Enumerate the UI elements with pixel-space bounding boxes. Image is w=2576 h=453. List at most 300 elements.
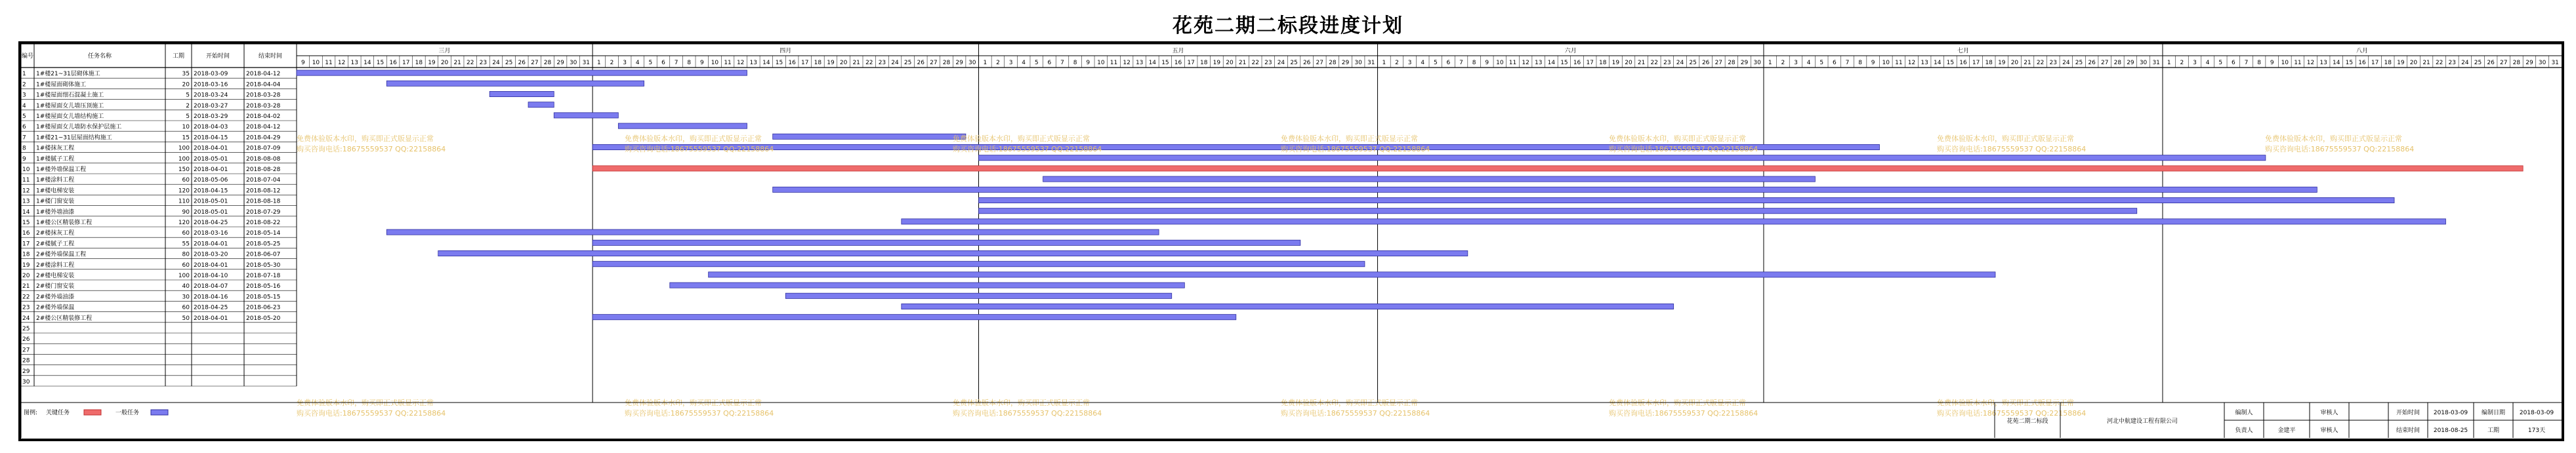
task-name: 2#楼外墙油漆 (36, 294, 75, 301)
day-label: 29 (556, 60, 564, 66)
day-label: 15 (1161, 60, 1169, 66)
day-label: 24 (891, 60, 899, 66)
task-start: 2018-03-27 (194, 102, 228, 109)
task-duration: 60 (182, 304, 190, 311)
day-label: 5 (648, 60, 653, 66)
task-duration: 120 (178, 220, 190, 226)
footer-responsible-label: 负责人 (2235, 427, 2253, 434)
task-duration: 110 (178, 198, 190, 205)
day-label: 11 (1110, 60, 1118, 66)
task-duration: 60 (182, 262, 190, 269)
row-number: 27 (22, 347, 30, 354)
day-label: 15 (1560, 60, 1568, 66)
day-label: 14 (2333, 60, 2340, 66)
task-end: 2018-06-23 (246, 304, 281, 311)
task-name: 1#楼屋面女儿墙结构施工 (36, 113, 104, 120)
task-end: 2018-08-28 (246, 167, 281, 173)
day-label: 10 (1097, 60, 1105, 66)
day-label: 16 (1174, 60, 1182, 66)
day-label: 6 (1047, 60, 1052, 66)
watermark-text: 免费体验版本水印，购买即正式版显示正常 (1937, 399, 2074, 407)
task-bar (773, 187, 2317, 192)
row-number: 16 (22, 230, 30, 237)
task-start: 2018-05-01 (194, 155, 228, 163)
day-label: 18 (1200, 60, 1208, 66)
watermark-text: 免费体验版本水印，购买即正式版显示正常 (297, 134, 434, 143)
footer-duration-label: 工期 (2487, 427, 2500, 434)
watermark-text: 购买咨询电话:18675559537 QQ:22158864 (297, 145, 446, 153)
day-label: 17 (402, 60, 410, 66)
task-end: 2018-04-04 (246, 81, 281, 89)
task-end: 2018-04-29 (246, 134, 281, 142)
day-label: 9 (699, 60, 704, 66)
watermark-text: 购买咨询电话:18675559537 QQ:22158864 (1937, 409, 2087, 418)
task-bar (592, 262, 1365, 267)
task-bar (709, 272, 1995, 277)
day-label: 15 (775, 60, 783, 66)
task-name: 1#楼电梯安装 (36, 187, 75, 195)
task-name: 1#楼涂料工程 (36, 177, 75, 184)
task-duration: 10 (182, 124, 190, 131)
task-bar (979, 197, 2395, 203)
day-label: 28 (543, 60, 552, 66)
day-label: 2 (1781, 60, 1785, 66)
row-number: 18 (22, 251, 30, 258)
row-number: 8 (22, 145, 26, 152)
watermark-text: 免费体验版本水印，购买即正式版显示正常 (1281, 399, 1418, 407)
task-name: 1#楼屋面女儿墙防水保护层施工 (36, 124, 122, 131)
day-label: 23 (1663, 60, 1671, 66)
task-duration: 40 (182, 283, 190, 290)
task-duration: 20 (182, 81, 190, 89)
day-label: 7 (1845, 60, 1850, 66)
task-name: 1#楼屋面砌体施工 (36, 81, 87, 89)
day-label: 13 (350, 60, 358, 66)
row-number: 3 (22, 92, 26, 99)
day-label: 13 (1534, 60, 1543, 66)
day-label: 30 (1354, 60, 1362, 66)
day-label: 29 (1740, 60, 1749, 66)
day-label: 5 (1819, 60, 1824, 66)
day-label: 14 (762, 60, 770, 66)
task-start: 2018-04-16 (194, 294, 228, 301)
day-label: 6 (661, 60, 665, 66)
day-label: 24 (2062, 60, 2070, 66)
day-label: 13 (2319, 60, 2327, 66)
task-duration: 55 (182, 241, 190, 248)
task-bar (1043, 176, 1816, 182)
day-label: 9 (1086, 60, 1091, 66)
day-label: 25 (1689, 60, 1697, 66)
day-label: 21 (2422, 60, 2430, 66)
task-bar (785, 293, 1171, 298)
day-label: 26 (1701, 60, 1710, 66)
task-end: 2018-07-29 (246, 208, 281, 216)
watermark-text: 免费体验版本水印，购买即正式版显示正常 (1281, 134, 1418, 143)
day-label: 20 (2010, 60, 2019, 66)
task-start: 2018-04-01 (194, 241, 228, 248)
day-label: 30 (2538, 60, 2546, 66)
day-label: 17 (1187, 60, 1195, 66)
watermark-text: 免费体验版本水印，购买即正式版显示正常 (1609, 134, 1746, 143)
day-label: 24 (492, 60, 500, 66)
task-name: 2#楼门窗安装 (36, 283, 75, 290)
day-label: 7 (1459, 60, 1463, 66)
task-duration: 60 (182, 177, 190, 184)
task-end: 2018-08-08 (246, 155, 281, 163)
day-label: 27 (531, 60, 539, 66)
day-label: 2 (1395, 60, 1399, 66)
day-label: 30 (968, 60, 976, 66)
day-label: 9 (1485, 60, 1489, 66)
day-label: 8 (1472, 60, 1476, 66)
day-label: 31 (582, 60, 591, 66)
task-duration: 5 (186, 113, 190, 120)
day-label: 31 (1367, 60, 1375, 66)
task-start: 2018-05-01 (194, 208, 228, 216)
footer-date-label: 编制日期 (2481, 410, 2506, 416)
day-label: 28 (2512, 60, 2521, 66)
day-label: 13 (1921, 60, 1928, 66)
day-label: 5 (1433, 60, 1438, 66)
day-label: 18 (814, 60, 822, 66)
day-label: 12 (1123, 60, 1131, 66)
task-start: 2018-04-15 (194, 187, 228, 195)
task-name: 2#楼腻子工程 (36, 241, 75, 248)
task-name: 1#楼抹灰工程 (36, 145, 75, 152)
day-label: 21 (2024, 60, 2031, 66)
row-number: 15 (22, 220, 30, 226)
day-label: 5 (1034, 60, 1039, 66)
task-bar (438, 250, 1468, 256)
day-label: 2 (610, 60, 614, 66)
task-duration: 90 (182, 208, 190, 216)
month-label: 四月 (779, 48, 792, 54)
day-label: 9 (1871, 60, 1875, 66)
footer-project: 花苑二期二标段 (2006, 418, 2048, 425)
task-duration: 80 (182, 251, 190, 258)
day-label: 25 (2474, 60, 2482, 66)
day-label: 16 (2358, 60, 2366, 66)
watermark-text: 免费体验版本水印，购买即正式版显示正常 (297, 399, 434, 407)
footer-duration-value: 173天 (2527, 427, 2546, 434)
month-label: 七月 (1957, 48, 1969, 54)
day-label: 21 (1637, 60, 1646, 66)
day-label: 27 (1316, 60, 1324, 66)
day-label: 17 (801, 60, 809, 66)
row-number: 30 (22, 379, 30, 385)
day-label: 7 (1060, 60, 1064, 66)
day-label: 18 (1599, 60, 1607, 66)
footer-responsible-value: 金建平 (2277, 427, 2296, 434)
task-bar (297, 70, 747, 75)
table-header-duration: 工期 (172, 53, 185, 60)
day-label: 9 (2270, 60, 2274, 66)
day-label: 3 (2193, 60, 2197, 66)
day-label: 1 (2167, 60, 2171, 66)
month-label: 八月 (2356, 48, 2368, 54)
day-label: 8 (2257, 60, 2261, 66)
day-label: 25 (2075, 60, 2083, 66)
task-start: 2018-03-16 (194, 230, 228, 237)
day-label: 12 (2306, 60, 2315, 66)
day-label: 23 (878, 60, 886, 66)
watermark-text: 购买咨询电话:18675559537 QQ:22158864 (1609, 409, 1758, 418)
day-label: 11 (2294, 60, 2302, 66)
day-label: 1 (1768, 60, 1772, 66)
watermark-text: 免费体验版本水印，购买即正式版显示正常 (953, 134, 1090, 143)
task-end: 2018-05-20 (246, 315, 281, 322)
task-bar (528, 102, 554, 108)
footer-compiled-label: 编制人 (2235, 410, 2253, 416)
day-label: 20 (2409, 60, 2418, 66)
task-duration: 60 (182, 230, 190, 237)
legend-normal-swatch (151, 410, 168, 415)
task-end: 2018-04-12 (246, 124, 281, 131)
day-label: 26 (1302, 60, 1311, 66)
watermark-text: 购买咨询电话:18675559537 QQ:22158864 (625, 145, 774, 153)
day-label: 27 (1714, 60, 1723, 66)
day-label: 3 (1008, 60, 1013, 66)
day-label: 22 (1251, 60, 1259, 66)
task-name: 2#楼外墙保温 (36, 304, 75, 311)
day-label: 19 (1213, 60, 1221, 66)
task-start: 2018-03-20 (194, 251, 228, 258)
task-duration: 35 (182, 71, 190, 78)
day-label: 4 (1806, 60, 1811, 66)
task-bar (592, 166, 2523, 171)
day-label: 12 (337, 60, 346, 66)
footer-approver-label: 审核人 (2320, 427, 2338, 434)
day-label: 28 (2113, 60, 2122, 66)
task-name: 2#楼电梯安装 (36, 273, 75, 279)
day-label: 4 (635, 60, 640, 66)
day-label: 4 (1022, 60, 1026, 66)
day-label: 20 (1625, 60, 1632, 66)
page-title: 花苑二期二标段进度计划 (1173, 14, 1403, 37)
day-label: 31 (2551, 60, 2559, 66)
footer-date-value: 2018-03-09 (2519, 410, 2554, 416)
table-header-no: 编号 (21, 53, 34, 60)
task-name: 1#楼外墙油漆 (36, 208, 75, 216)
day-label: 14 (364, 60, 371, 66)
day-label: 30 (569, 60, 577, 66)
row-number: 13 (22, 198, 30, 205)
day-label: 16 (1959, 60, 1967, 66)
day-label: 11 (1508, 60, 1517, 66)
task-start: 2018-03-16 (194, 81, 228, 89)
day-label: 24 (1277, 60, 1285, 66)
task-duration: 5 (186, 92, 190, 99)
day-label: 21 (453, 60, 461, 66)
day-label: 19 (2397, 60, 2405, 66)
day-label: 22 (2435, 60, 2443, 66)
legend-normal-label: 一般任务 (115, 410, 140, 416)
table-header-end: 结束时间 (258, 53, 283, 60)
table-header-name: 任务名称 (87, 53, 112, 60)
day-label: 10 (711, 60, 719, 66)
day-label: 22 (1650, 60, 1658, 66)
task-end: 2018-07-04 (246, 177, 281, 184)
footer-company: 河北中航建设工程有限公司 (2106, 418, 2178, 425)
day-label: 26 (2088, 60, 2096, 66)
day-label: 17 (2371, 60, 2379, 66)
task-end: 2018-08-18 (246, 198, 281, 205)
task-name: 2#楼抹灰工程 (36, 230, 75, 237)
day-label: 3 (623, 60, 627, 66)
table-header-start: 开始时间 (205, 53, 230, 60)
day-label: 29 (2127, 60, 2134, 66)
task-bar (386, 81, 644, 86)
task-start: 2018-05-06 (194, 177, 228, 184)
day-label: 15 (1946, 60, 1955, 66)
day-label: 10 (1496, 60, 1504, 66)
task-bar (902, 219, 2446, 224)
day-label: 15 (376, 60, 384, 66)
task-duration: 2 (186, 102, 190, 109)
task-name: 1#楼腻子工程 (36, 155, 75, 163)
day-label: 13 (1135, 60, 1144, 66)
day-label: 4 (1421, 60, 1425, 66)
day-label: 24 (1676, 60, 1684, 66)
day-label: 23 (2049, 60, 2057, 66)
watermark-text: 购买咨询电话:18675559537 QQ:22158864 (1281, 145, 1430, 153)
row-number: 29 (22, 368, 30, 375)
task-bar (670, 283, 1185, 288)
day-label: 21 (1238, 60, 1247, 66)
row-number: 19 (22, 262, 30, 269)
day-label: 26 (917, 60, 924, 66)
day-label: 24 (2461, 60, 2469, 66)
task-name: 1#楼公区精装修工程 (36, 220, 93, 226)
row-number: 1 (22, 71, 26, 78)
month-label: 五月 (1172, 48, 1184, 54)
day-label: 26 (518, 60, 526, 66)
row-number: 25 (22, 326, 30, 332)
day-label: 8 (1858, 60, 1862, 66)
day-label: 7 (674, 60, 678, 66)
task-bar (592, 315, 1236, 320)
task-end: 2018-04-12 (246, 71, 281, 78)
day-label: 18 (2384, 60, 2392, 66)
task-start: 2018-04-25 (194, 304, 228, 311)
row-number: 6 (22, 124, 26, 131)
day-label: 17 (1972, 60, 1980, 66)
watermark-text: 购买咨询电话:18675559537 QQ:22158864 (953, 145, 1102, 153)
row-number: 26 (22, 336, 30, 344)
legend-critical-swatch (84, 410, 101, 415)
task-name: 1#楼外墙保温工程 (36, 167, 87, 173)
watermark-text: 购买咨询电话:18675559537 QQ:22158864 (953, 409, 1102, 418)
day-label: 12 (736, 60, 745, 66)
task-name: 1#楼屋面女儿墙压顶施工 (36, 102, 104, 109)
task-duration: 150 (178, 167, 190, 173)
task-name: 1#楼门窗安装 (36, 198, 75, 205)
task-bar (489, 91, 554, 96)
watermark-text: 购买咨询电话:18675559537 QQ:22158864 (1609, 145, 1758, 153)
day-label: 1 (597, 60, 601, 66)
task-end: 2018-07-09 (246, 145, 281, 152)
day-label: 9 (301, 60, 305, 66)
footer-finish-value: 2018-08-25 (2433, 427, 2468, 434)
day-label: 27 (930, 60, 938, 66)
day-label: 1 (1382, 60, 1386, 66)
row-number: 7 (22, 134, 26, 142)
day-label: 11 (724, 60, 732, 66)
month-label: 六月 (1564, 48, 1577, 54)
day-label: 30 (1753, 60, 1761, 66)
task-start: 2018-03-29 (194, 113, 228, 120)
task-start: 2018-04-10 (194, 273, 228, 279)
day-label: 6 (2231, 60, 2235, 66)
day-label: 14 (1547, 60, 1556, 66)
task-bar (979, 208, 2137, 214)
day-label: 10 (2281, 60, 2289, 66)
day-label: 29 (955, 60, 963, 66)
footer-start-value: 2018-03-09 (2433, 410, 2468, 416)
task-end: 2018-05-16 (246, 283, 281, 290)
watermark-text: 购买咨询电话:18675559537 QQ:22158864 (625, 409, 774, 418)
task-end: 2018-03-28 (246, 102, 281, 109)
task-start: 2018-04-07 (194, 283, 228, 290)
day-label: 3 (1407, 60, 1412, 66)
row-number: 14 (22, 208, 30, 216)
day-label: 5 (2218, 60, 2223, 66)
day-label: 2 (996, 60, 1000, 66)
day-label: 28 (1728, 60, 1735, 66)
row-number: 17 (22, 241, 30, 248)
task-end: 2018-03-28 (246, 92, 281, 99)
task-start: 2018-04-01 (194, 167, 228, 173)
footer-review-label: 审核人 (2320, 410, 2338, 416)
day-label: 16 (389, 60, 397, 66)
day-label: 10 (1882, 60, 1890, 66)
day-label: 25 (1290, 60, 1298, 66)
day-label: 28 (942, 60, 951, 66)
watermark-text: 购买咨询电话:18675559537 QQ:22158864 (1281, 409, 1430, 418)
day-label: 25 (505, 60, 513, 66)
watermark-text: 免费体验版本水印，购买即正式版显示正常 (953, 399, 1090, 407)
day-label: 16 (1573, 60, 1581, 66)
row-number: 4 (22, 102, 26, 109)
day-label: 22 (467, 60, 474, 66)
row-number: 24 (22, 315, 30, 322)
task-name: 1#楼屋面细石混凝土施工 (36, 92, 104, 99)
day-label: 13 (749, 60, 758, 66)
watermark-text: 免费体验版本水印，购买即正式版显示正常 (2265, 134, 2402, 143)
task-name: 2#楼涂料工程 (36, 262, 75, 269)
day-label: 23 (1264, 60, 1272, 66)
row-number: 5 (22, 113, 26, 120)
task-bar (902, 304, 1674, 309)
day-label: 1 (983, 60, 987, 66)
task-end: 2018-08-12 (246, 187, 281, 195)
row-number: 12 (22, 187, 30, 195)
task-start: 2018-04-03 (194, 124, 228, 131)
task-duration: 50 (182, 315, 190, 322)
watermark-text: 免费体验版本水印，购买即正式版显示正常 (1937, 134, 2074, 143)
task-duration: 100 (178, 273, 190, 279)
day-label: 27 (2500, 60, 2508, 66)
month-label: 三月 (438, 48, 451, 54)
task-start: 2018-03-09 (194, 71, 228, 78)
task-bar (592, 240, 1300, 245)
day-label: 18 (1985, 60, 1993, 66)
day-label: 2 (2180, 60, 2184, 66)
day-label: 23 (2448, 60, 2457, 66)
day-label: 28 (1329, 60, 1337, 66)
day-label: 19 (1998, 60, 2006, 66)
